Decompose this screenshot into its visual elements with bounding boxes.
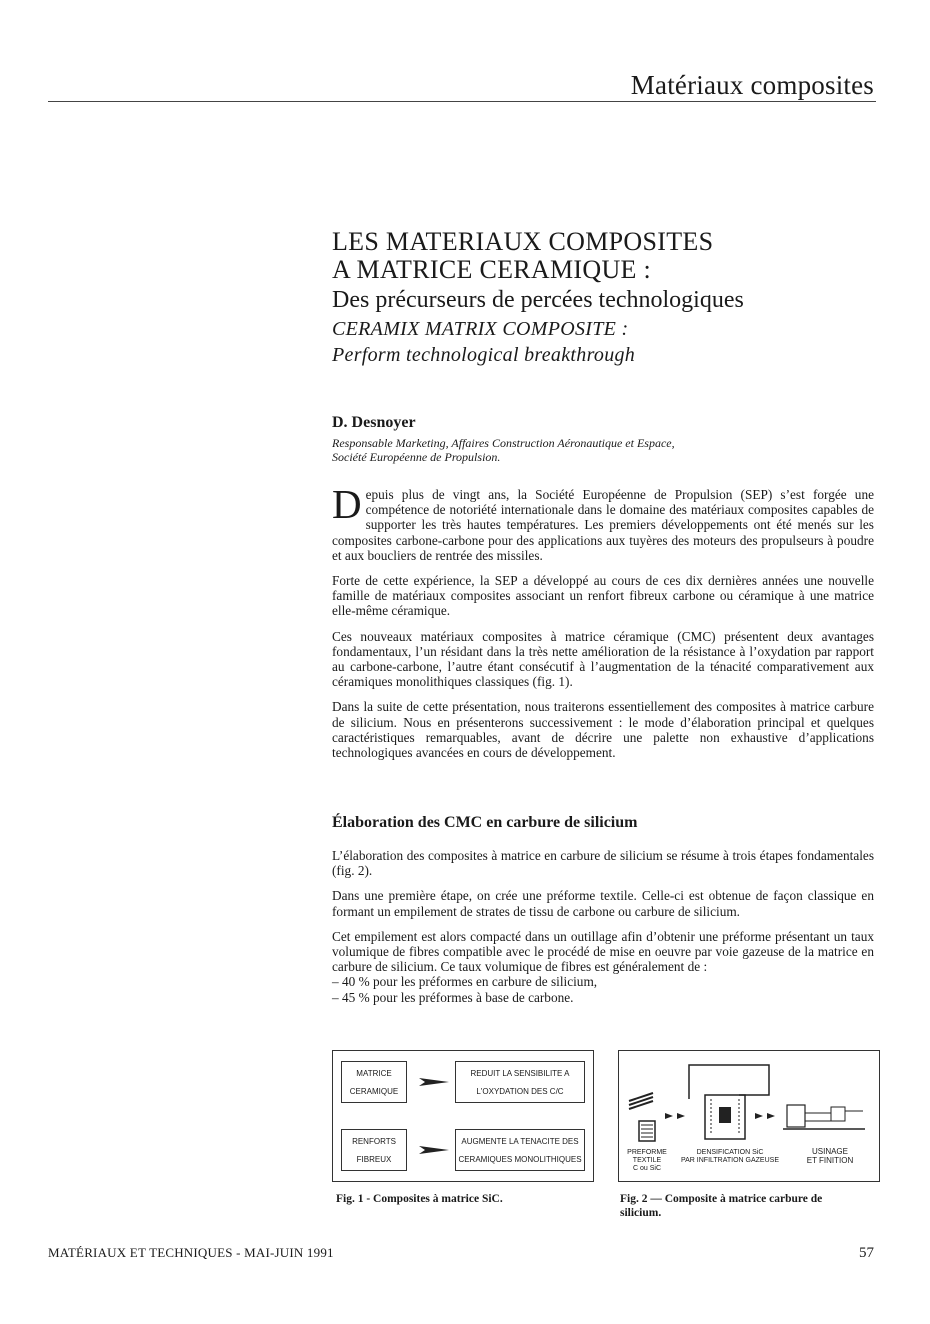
title-block (332, 228, 892, 367)
fig1-box-label: RENFORTS (352, 1136, 396, 1146)
section-text (332, 848, 874, 1005)
fig2-label-line: ET FINITION (806, 1156, 854, 1165)
title-english-line-1: CERAMIX MATRIX COMPOSITE : (332, 318, 629, 340)
figure-2-caption-line-2: silicium. (620, 1207, 662, 1219)
fig2-label-line: TEXTILE (632, 1157, 662, 1164)
fig1-box-tenacite (455, 1129, 585, 1171)
footer-journal: MATÉRIAUX ET TECHNIQUES - MAI-JUIN 1991 (48, 1245, 334, 1260)
section-paragraph-2: Dans une première étape, on crée une préforme textile. Celle-ci est obtenue de façon classique en formant un empilement de strates de tissu de carbone ou carbure de silicium. (332, 888, 874, 919)
title-english-line-2: Perform technological breakthrough (332, 344, 636, 366)
fig2-label-densification (675, 1149, 785, 1165)
title-line-1: LES MATERIAUX COMPOSITES (332, 227, 714, 256)
author-affiliation-1: Responsable Marketing, Affaires Construction Aéronautique et Espace, (332, 436, 675, 450)
arrow-icon (419, 1143, 449, 1157)
figure-2 (618, 1050, 880, 1182)
arrow-icon (755, 1113, 775, 1119)
fig1-box-label: CERAMIQUE (349, 1086, 399, 1096)
title-subtitle: Des précurseurs de percées technologiques (332, 287, 744, 313)
fig2-label-usinage (797, 1147, 863, 1165)
intro-paragraph-2: Forte de cette expérience, la SEP a développé au cours de ces dix dernières années une nouvelle famille de matériaux composites associant un renfort fibreux carbone ou céramique à une matrice elle-même céramique. (332, 573, 874, 619)
intro-paragraph-1 (332, 481, 874, 563)
running-head: Matériaux composites (630, 70, 874, 100)
figure-1 (332, 1050, 594, 1182)
fig2-label-line: DENSIFICATION SiC (696, 1149, 764, 1156)
furnace-icon (689, 1065, 769, 1139)
drop-cap: D (332, 481, 362, 527)
author-affiliation-2: Société Européenne de Propulsion. (332, 450, 501, 464)
section-paragraph-1: L’élaboration des composites à matrice en carbure de silicium se résume à trois étapes fondamentales (fig. 2). (332, 848, 874, 879)
intro-paragraph-1-text: epuis plus de vingt ans, la Société Européenne de Propulsion (SEP) s’est forgée une compétence de notoriété internationale dans le domaine des matériaux composites capables de supporter les très hautes températures. Les premiers développements ont été menés sur les composites carbone-carbone pour des applications aux tuyères des moteurs des propulseurs à poudre et aux boucliers de rentrée des missiles. (332, 487, 874, 563)
list-item: – 45 % pour les préformes à base de carbone. (332, 989, 574, 1005)
section-paragraph-3: Cet empilement est alors compacté dans un outillage afin d’obtenir une préforme présentant un taux volumique de fibres compatible avec le procédé de mise en oeuvre par voie gazeuse de la matrice en carbure de silicium. Ce taux volumique de fibres est généralement de : (332, 928, 874, 975)
intro-paragraph-3: Ces nouveaux matériaux composites à matrice céramique (CMC) présentent deux avantages fondamentaux, l’un résidant dans la très nette amélioration de la résistance à l’oxydation par rapport au carbone-carbone, l’autre étant consécutif à l’augmentation de la ténacité comparativement aux céramiques monolithiques classiques (fig. 1). (332, 628, 874, 690)
intro-text (332, 481, 874, 770)
intro-paragraph-4: Dans la suite de cette présentation, nous traiterons essentiellement des composites à matrice carbure de silicium. Nous en présenterons successivement : le mode d’élaboration principal et quelques caractéristiques remarquables, avant de décrire une palette non exhaustive d’applications technologiques avancées en cours de développement. (332, 699, 874, 761)
figure-2-caption (620, 1192, 822, 1220)
fig1-box-renforts (341, 1129, 407, 1171)
figure-2-caption-line-1: Fig. 2 — Composite à matrice carbure de (620, 1193, 823, 1205)
fig2-label-line: PAR INFILTRATION GAZEUSE (680, 1157, 779, 1164)
fig1-box-oxydation (455, 1061, 585, 1103)
header-rule (48, 101, 876, 102)
fig1-box-label: CERAMIQUES MONOLITHIQUES (458, 1154, 582, 1164)
fig2-label-line: C ou SiC (632, 1165, 661, 1172)
fig2-label-preforme (627, 1149, 667, 1173)
fig1-box-matrice (341, 1061, 407, 1103)
author-block (332, 414, 872, 464)
list-item: – 40 % pour les préformes en carbure de silicium, (332, 974, 598, 990)
fig1-box-label: FIBREUX (356, 1154, 392, 1164)
fig1-box-label: MATRICE (356, 1068, 392, 1078)
fig2-label-line: PREFORME (627, 1149, 667, 1156)
fig1-box-label: AUGMENTE LA TENACITE DES (461, 1136, 579, 1146)
arrow-icon (419, 1075, 449, 1089)
section-heading: Élaboration des CMC en carbure de silicium (332, 814, 638, 831)
figure-1-caption: Fig. 1 - Composites à matrice SiC. (336, 1193, 503, 1205)
title-line-2: A MATRICE CERAMIQUE : (332, 255, 652, 284)
fig2-label-line: USINAGE (811, 1147, 848, 1156)
machining-icon (783, 1105, 865, 1129)
fig1-box-label: REDUIT LA SENSIBILITE A (470, 1068, 570, 1078)
page-number: 57 (859, 1245, 874, 1261)
fig1-box-label: L'OXYDATION DES C/C (476, 1086, 564, 1096)
arrow-icon (665, 1113, 685, 1119)
author-name: D. Desnoyer (332, 414, 416, 431)
preform-textile-icon (629, 1093, 655, 1141)
